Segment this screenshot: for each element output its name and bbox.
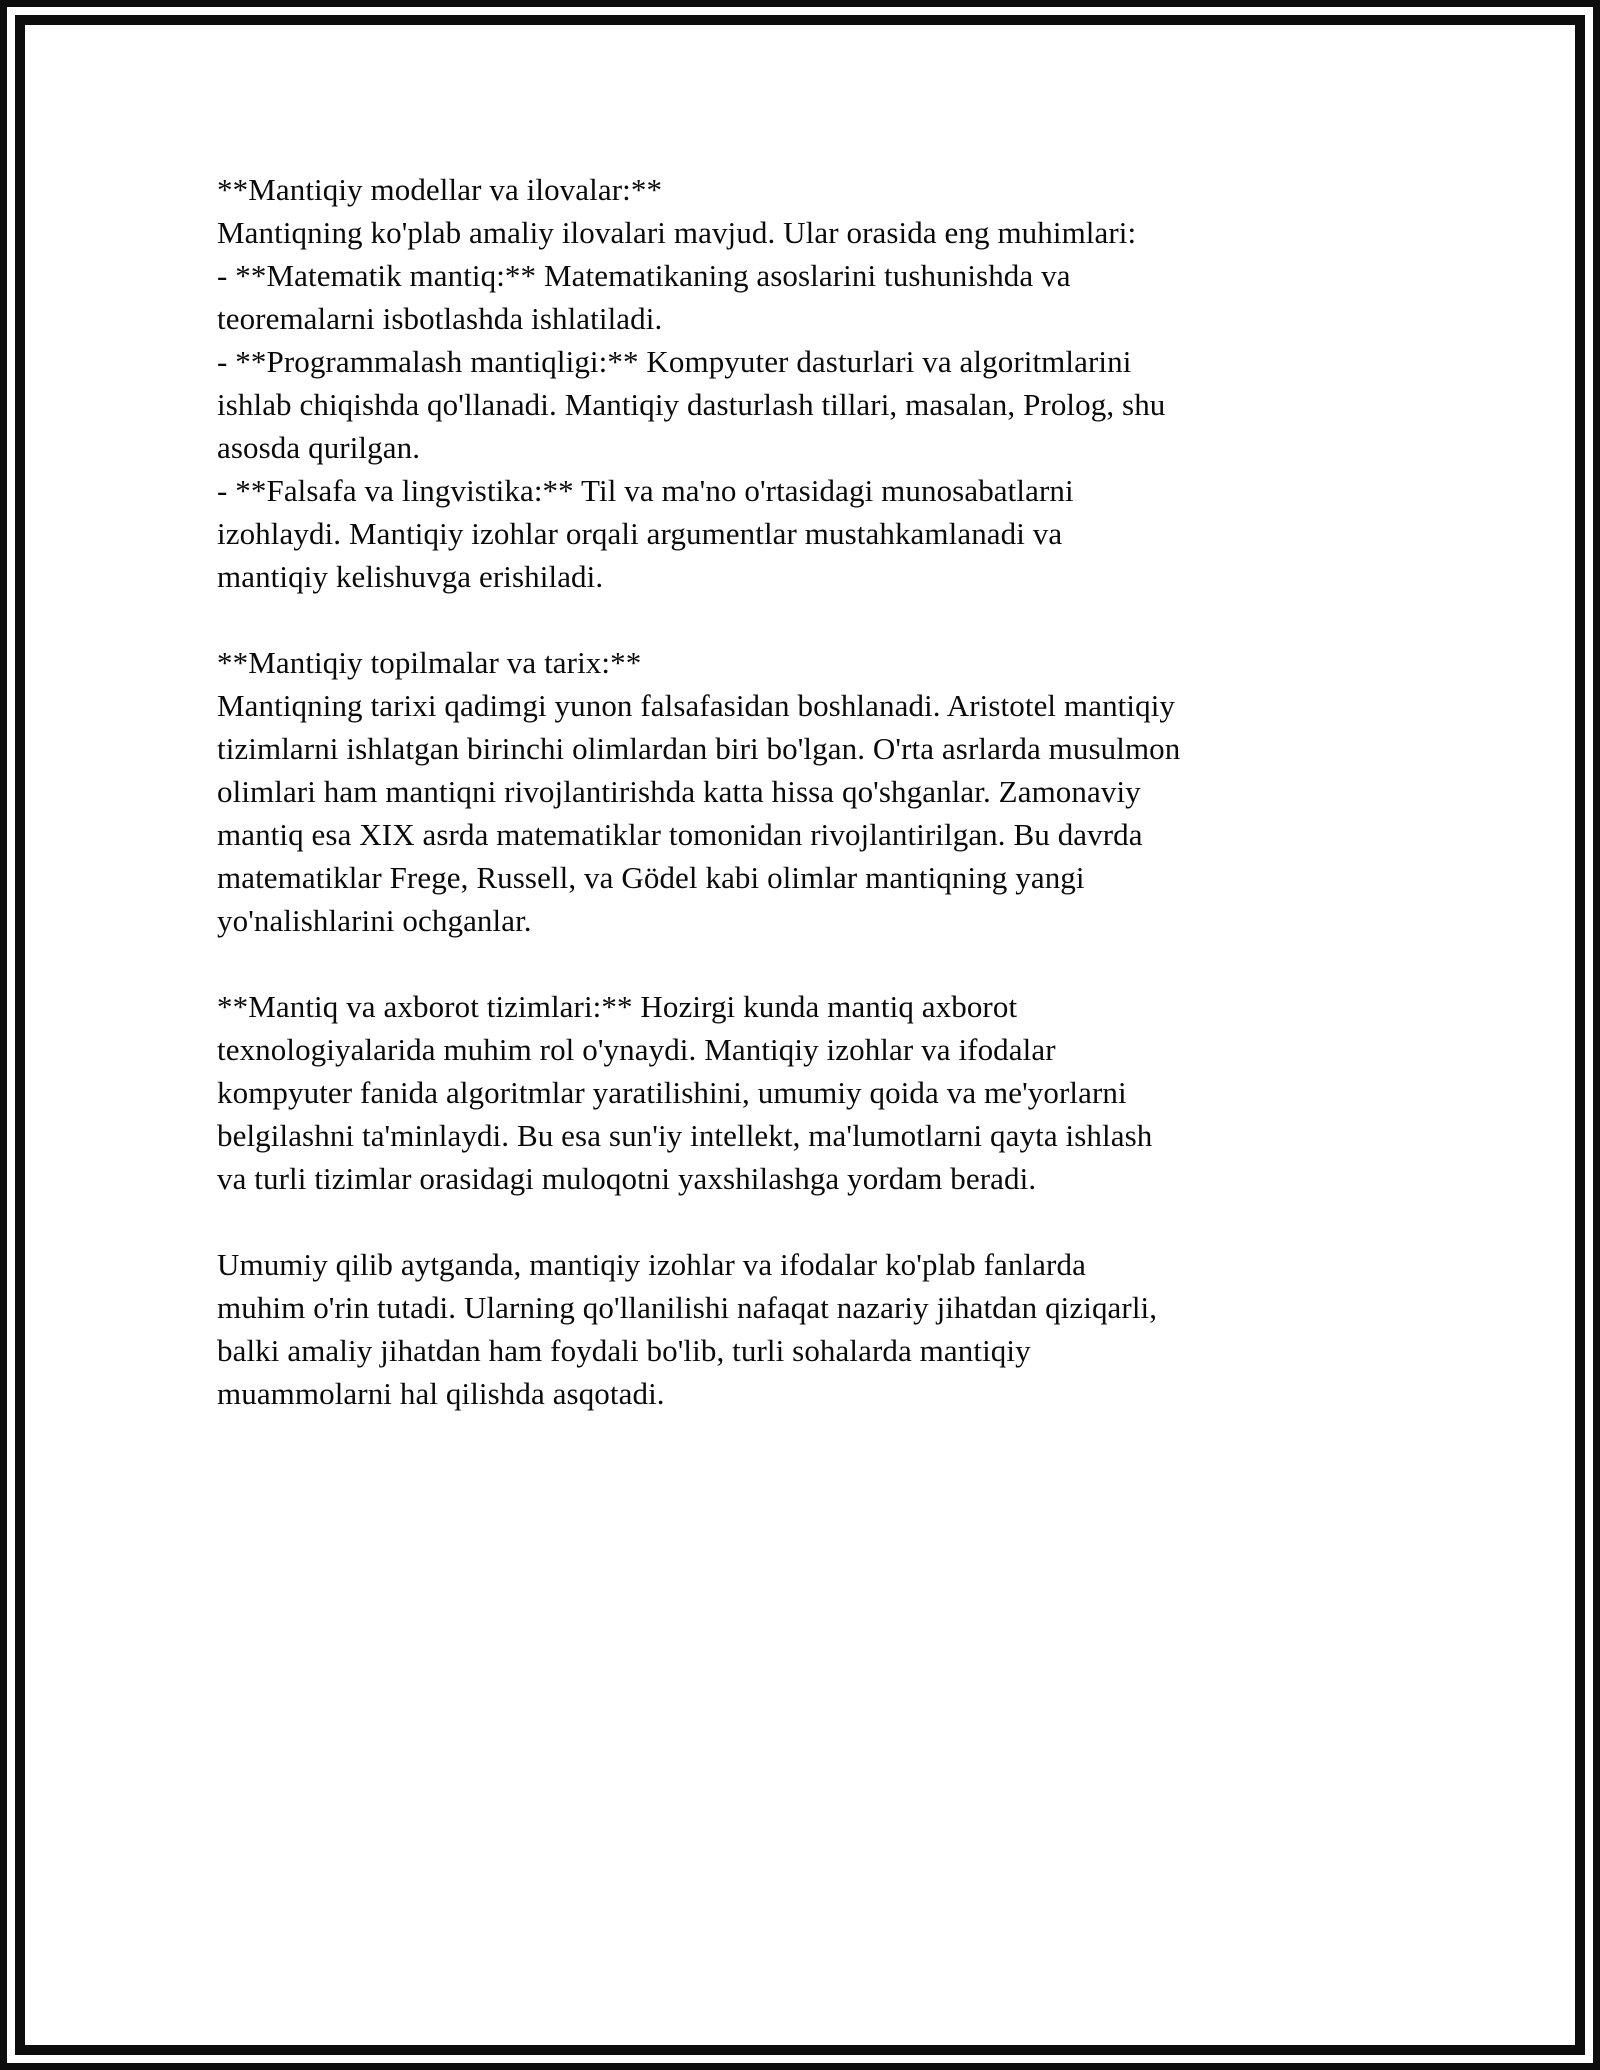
document-block-conclusion: Umumiy qilib aytganda, mantiqiy izohlar va ifodalar ko'plab fanlarda muhim o'rin tutadi. Ularning qo'llanilishi nafaqat nazariy jihatdan qiziqarli, balki amaliy jihatdan ham foydali bo'lib, turli sohalarda mantiqiy muammolarni hal qilishda asqotadi. — [217, 1247, 1158, 1411]
document-page-inner-border — [15, 15, 1585, 2055]
paragraph-spacer — [217, 1200, 1425, 1243]
document-text-body — [25, 25, 1575, 2045]
document-block-logic-and-information-systems: **Mantiq va axborot tizimlari:** Hozirgi kunda mantiq axborot texnologiyalarida muhim rol o'ynaydi. Mantiqiy izohlar va ifodalar kompyuter fanida algoritmlar yaratilishini, umumiy qoida va me'yorlarni belgilashni ta'minlaydi. Bu esa sun'iy intellekt, ma'lumotlarni qayta ishlash va turli tizimlar orasidagi muloqotni yaxshilashga yordam beradi. — [217, 989, 1153, 1196]
paragraph-spacer — [217, 942, 1425, 985]
document-block-models-and-applications: **Mantiqiy modellar va ilovalar:** Mantiqning ko'plab amaliy ilovalari mavjud. Ular orasida eng muhimlari: - **Matematik mantiq:** Matematikaning asoslarini tushunishda va teoremalarni isbotlashda ishlatiladi. - **Programmalash mantiqligi:** Kompyuter dasturlari va algoritmlarini ishlab chiqishda qo'llanadi. Mantiqiy dasturlash tillari, masalan, Prolog, shu asosda qurilgan. - **Falsafa va lingvistika:** Til va ma'no o'rtasidagi munosabatlarni izohlaydi. Mantiqiy izohlar orqali argumentlar mustahkamlanadi va mantiqiy kelishuvga erishiladi. — [217, 172, 1166, 594]
document-block-findings-and-history: **Mantiqiy topilmalar va tarix:** Mantiqning tarixi qadimgi yunon falsafasidan boshlanadi. Aristotel mantiqiy tizimlarni ishlatgan birinchi olimlardan biri bo'lgan. O'rta asrlarda musulmon olimlari ham mantiqni rivojlantirishda katta hissa qo'shganlar. Zamonaviy mantiq esa XIX asrda matematiklar tomonidan rivojlantirilgan. Bu davrda matematiklar Frege, Russell, va Gödel kabi olimlar mantiqning yangi yo'nalishlarini ochganlar. — [217, 645, 1181, 938]
paragraph-spacer — [217, 598, 1425, 641]
